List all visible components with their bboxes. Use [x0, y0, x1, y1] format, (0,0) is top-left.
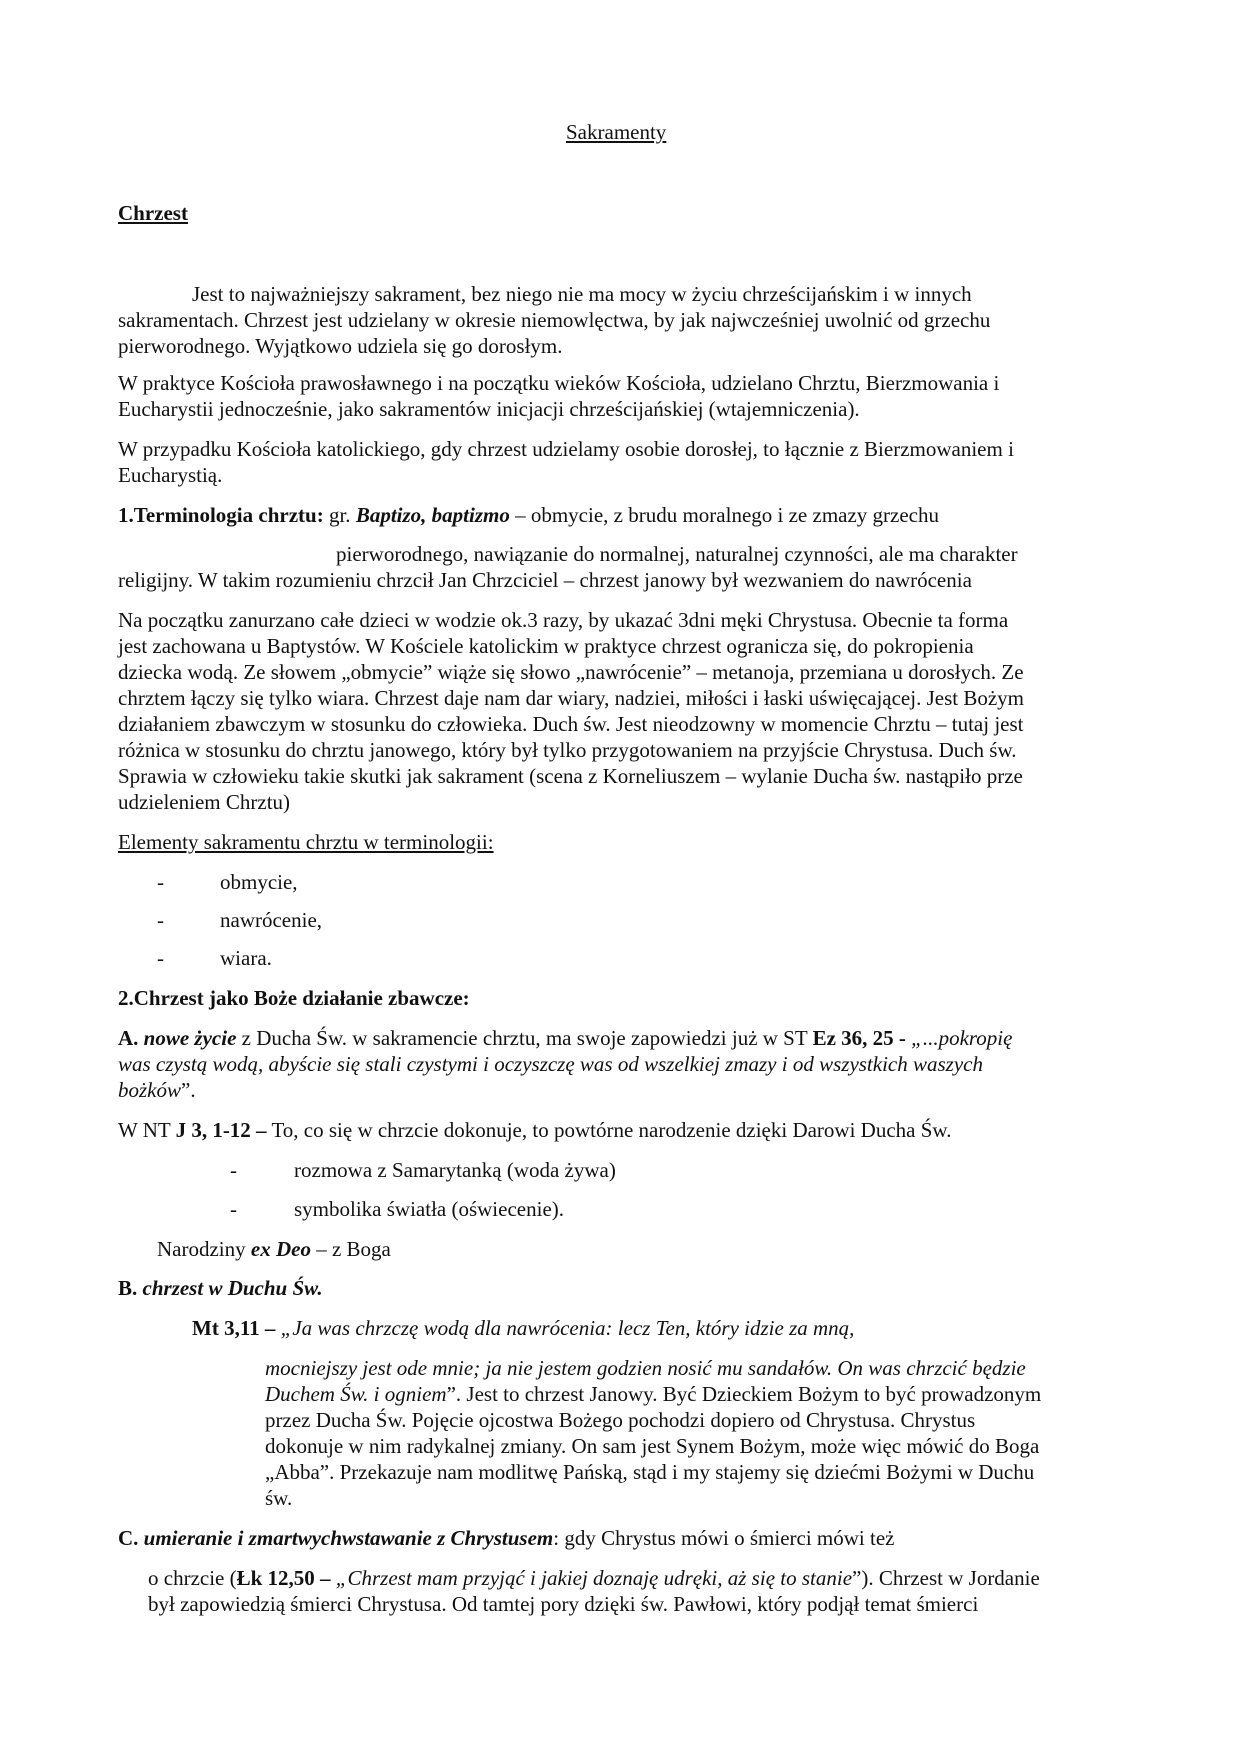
birth-rest: – z Boga	[316, 1237, 391, 1261]
nt-ref: J 3, 1-12 –	[175, 1118, 267, 1142]
a-letter: A.	[118, 1026, 139, 1050]
section2-heading: 2.Chrzest jako Boże działanie zbawcze:	[118, 986, 470, 1010]
list-dash: -	[157, 870, 164, 894]
body-line: różnica w stosunku do chrztu janowego, który był tylko przygotowaniem na przyjście Chrystusa. Duch św.	[118, 738, 1017, 762]
mt-line: św.	[265, 1486, 293, 1510]
list-item: wiara.	[220, 946, 272, 970]
body-line: udzieleniem Chrztu)	[118, 790, 291, 814]
intro-line: sakramentach. Chrzest jest udzielany w okresie niemowlęctwa, by jak najwcześniej uwolnić od grzechu	[118, 308, 991, 332]
section2-c-line	[118, 1525, 894, 1551]
nt-rest: To, co się w chrzcie dokonuje, to powtórne narodzenie dzięki Darowi Ducha Św.	[271, 1118, 952, 1142]
list-dash: -	[230, 1158, 237, 1182]
mt-ref: Mt 3,11 –	[192, 1316, 276, 1340]
terminology-line	[118, 502, 939, 528]
mt-quote-end: Duchem Św. i ogniem	[265, 1382, 447, 1406]
a-quote: „...pokropię	[911, 1026, 1013, 1050]
list-dash: -	[230, 1197, 237, 1221]
mt-line: „Abba”. Przekazuje nam modlitwę Pańską, stąd i my stajemy się dziećmi Bożymi w Duchu	[265, 1460, 1035, 1484]
body-line: dziecka wodą. Ze słowem „obmycie” wiąże się słowo „nawrócenie” – metanoja, przemiana u dorosłych. Ze	[118, 660, 1024, 684]
birth-prefix: Narodziny	[157, 1237, 246, 1261]
a-quote-close: ”.	[181, 1078, 196, 1102]
body-line: jest zachowana u Baptystów. W Kościele katolickim w praktyce chrzest ogranicza się, do pokropienia	[118, 634, 974, 658]
list-item: nawrócenie,	[220, 908, 323, 932]
birth-term: ex Deo	[250, 1237, 311, 1261]
c-line: był zapowiedzią śmierci Chrystusa. Od tamtej pory dzięki św. Pawłowi, który podjął temat śmierci	[148, 1592, 979, 1616]
c-line	[148, 1565, 1040, 1591]
intro-line: Eucharystii jednocześnie, jako sakramentów inicjacji chrześcijańskiej (wtajemniczenia).	[118, 397, 860, 421]
intro-line: W praktyce Kościoła prawosławnego i na początku wieków Kościoła, udzielano Chrztu, Bierzmowania i	[118, 371, 1000, 395]
list-item: rozmowa z Samarytanką (woda żywa)	[294, 1158, 616, 1182]
a-quote-line: was czystą wodą, abyście się stali czystymi i oczyszczę was od wszelkiej zmazy i od wszystkich waszych	[118, 1052, 983, 1076]
terminology-words: Baptizo, baptizmo	[355, 503, 510, 527]
birth-line	[157, 1236, 391, 1262]
c-rest: : gdy Chrystus mówi o śmierci mówi też	[553, 1526, 895, 1550]
mt-line	[265, 1381, 1041, 1407]
list-item: symbolika światła (oświecenie).	[294, 1197, 565, 1221]
list-item: obmycie,	[220, 870, 298, 894]
c-ref: Łk 12,50 –	[236, 1566, 331, 1590]
intro-line: pierworodnego. Wyjątkowo udziela się go dorosłym.	[118, 334, 563, 358]
intro-line: W przypadku Kościoła katolickiego, gdy chrzest udzielamy osobie dorosłej, to łącznie z Bierzmowaniem i	[118, 437, 1014, 461]
mt-line: przez Ducha Św. Pojęcie ojcostwa Bożego pochodzi dopiero od Chrystusa. Chrystus	[265, 1408, 976, 1432]
mt-quote: „Ja was chrzczę wodą dla nawrócenia: lecz Ten, który idzie za mną,	[280, 1316, 855, 1340]
mt-quote-line: mocniejszy jest ode mnie; ja nie jestem godzien nosić mu sandałów. On was chrzcić będzie	[265, 1356, 1026, 1380]
section2-b-line	[118, 1275, 323, 1301]
c-after: ”). Chrzest w Jordanie	[852, 1566, 1040, 1590]
section2-a-line	[118, 1025, 1012, 1051]
body-line: chrztem łączy się tylko wiara. Chrzest daje nam dar wiary, nadziei, miłości i łaski uświęcającej. Jest Bożym	[118, 686, 1024, 710]
body-line: Sprawia w człowieku takie skutki jak sakrament (scena z Korneliuszem – wylanie Ducha św. nastąpiło prze	[118, 764, 1023, 788]
terminology-line: religijny. W takim rozumieniu chrzcił Jan Chrzciciel – chrzest janowy był wezwaniem do nawrócenia	[118, 568, 972, 592]
body-line: Na początku zanurzano całe dzieci w wodzie ok.3 razy, by ukazać 3dni męki Chrystusa. Obecnie ta forma	[118, 608, 1009, 632]
c-term: umieranie i zmartwychwstawanie z Chrystusem	[143, 1526, 554, 1550]
c-letter: C.	[118, 1526, 139, 1550]
section-heading: Chrzest	[118, 201, 188, 225]
a-quote-line	[118, 1077, 196, 1103]
nt-prefix: W NT	[118, 1118, 171, 1142]
c-quote: „Chrzest mam przyjąć i jakiej doznaję udręki, aż się to stanie	[335, 1566, 853, 1590]
mt-after: ”. Jest to chrzest Janowy. Być Dzieckiem Bożym to być prowadzonym	[446, 1382, 1042, 1406]
c-prefix: o chrzcie (	[148, 1566, 237, 1590]
a-quote-end-word: bożków	[118, 1078, 181, 1102]
a-rest: z Ducha Św. w sakramencie chrztu, ma swoje zapowiedzi już w ST	[241, 1026, 808, 1050]
intro-line: Eucharystią.	[118, 463, 223, 487]
document-title: Sakramenty	[566, 120, 667, 144]
terminology-label: 1.Terminologia chrztu:	[118, 503, 324, 527]
terminology-line: pierworodnego, nawiązanie do normalnej, naturalnej czynności, ale ma charakter	[336, 542, 1018, 566]
nt-line	[118, 1117, 951, 1143]
b-letter: B.	[118, 1276, 138, 1300]
terminology-rest: – obmycie, z brudu moralnego i ze zmazy grzechu	[515, 503, 940, 527]
elements-heading: Elementy sakramentu chrztu w terminologii:	[118, 830, 494, 854]
a-term: nowe życie	[143, 1026, 237, 1050]
mt-line	[192, 1315, 854, 1341]
mt-line: dokonuje w nim radykalnej zmiany. On sam jest Synem Bożym, może więc mówić do Boga	[265, 1434, 1040, 1458]
intro-line: Jest to najważniejszy sakrament, bez niego nie ma mocy w życiu chrześcijańskim i w innych	[192, 282, 972, 306]
a-ref: Ez 36, 25 -	[812, 1026, 906, 1050]
b-term: chrzest w Duchu Św.	[142, 1276, 323, 1300]
body-line: działaniem zbawczym w stosunku do człowieka. Duch św. Jest nieodzowny w momencie Chrztu – tutaj jest	[118, 712, 1024, 736]
list-dash: -	[157, 946, 164, 970]
terminology-gr: gr.	[328, 503, 351, 527]
list-dash: -	[157, 908, 164, 932]
